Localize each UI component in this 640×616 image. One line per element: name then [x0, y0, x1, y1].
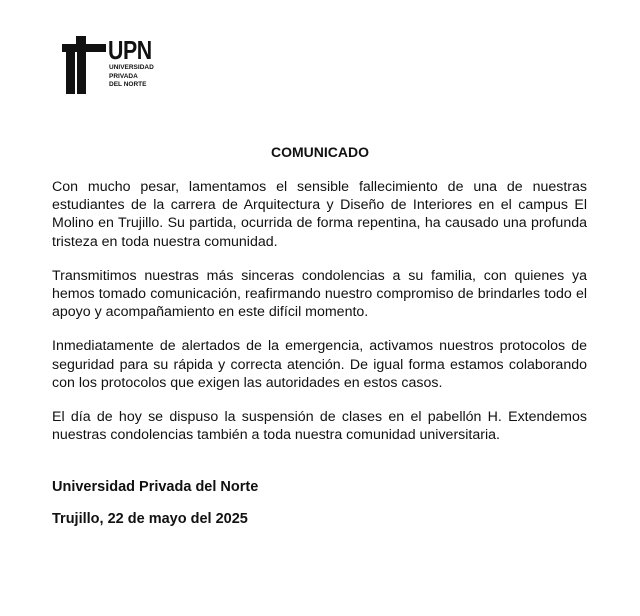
- upn-arrow-logo-icon: [62, 36, 106, 94]
- date-line: Trujillo, 22 de mayo del 2025: [52, 511, 248, 527]
- logo-sub-line: DEL NORTE: [109, 81, 147, 88]
- document-title: COMUNICADO: [271, 144, 369, 160]
- logo-sub-line: UNIVERSIDAD: [109, 64, 154, 71]
- paragraph: Con mucho pesar, lamentamos el sensible fallecimiento de una de nuestras estudiantes de la carrera de Arquitectura y Diseño de Interiores en el campus El Molino en Trujillo. Su partida, ocurrida de forma repentina, ha causado una profunda tristeza en toda nuestra comunidad.: [52, 179, 587, 250]
- document-body: [52, 178, 587, 460]
- upn-logo: [62, 36, 172, 96]
- paragraph: El día de hoy se dispuso la suspensión de clases en el pabellón H. Extendemos nuestras condolencias también a toda nuestra comunidad universitaria.: [52, 409, 587, 444]
- paragraph: Inmediatamente de alertados de la emergencia, activamos nuestros protocolos de seguridad para su rápida y correcta atención. De igual forma estamos colaborando con los protocolos que exigen las autoridades en estos casos.: [52, 338, 587, 391]
- logo-sub-line: PRIVADA: [109, 72, 138, 80]
- logo-subtitle: [109, 64, 154, 90]
- paragraph: Transmitimos nuestras más sinceras condolencias a su familia, con quienes ya hemos tomado comunicación, reafirmando nuestro compromiso de brindarles todo el apoyo y acompañamiento en este difícil momento.: [52, 267, 587, 321]
- logo-name: UPN: [108, 35, 152, 65]
- signature: Universidad Privada del Norte: [52, 479, 259, 495]
